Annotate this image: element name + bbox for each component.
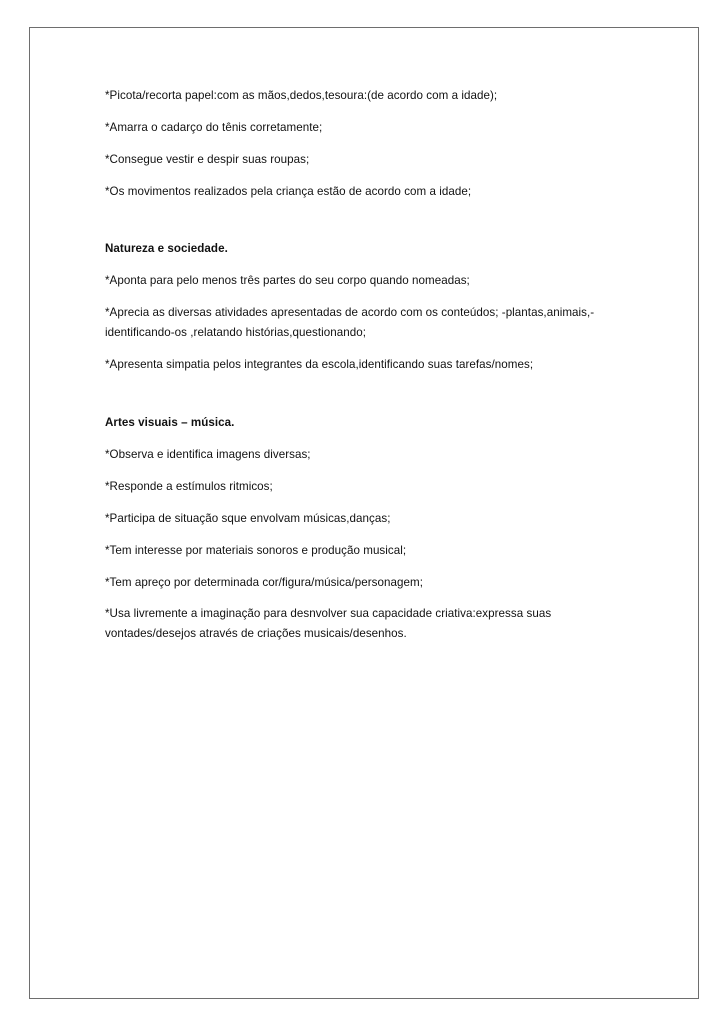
motor-item-1: *Picota/recorta papel:com as mãos,dedos,tesoura:(de acordo com a idade); (105, 89, 498, 102)
artes-item-6: *Usa livremente a imaginação para desnvolver sua capacidade criativa:expressa suas (105, 607, 552, 620)
artes-item-4: *Tem interesse por materiais sonoros e produção musical; (105, 544, 407, 557)
motor-item-3: *Consegue vestir e despir suas roupas; (105, 153, 310, 166)
artes-item-3: *Participa de situação sque envolvam músicas,danças; (105, 512, 391, 525)
artes-item-1: *Observa e identifica imagens diversas; (105, 448, 311, 461)
artes-item-6-cont: vontades/desejos através de criações musicais/desenhos. (105, 627, 407, 640)
natureza-item-1: *Aponta para pelo menos três partes do seu corpo quando nomeadas; (105, 274, 470, 287)
motor-item-2: *Amarra o cadarço do tênis corretamente; (105, 121, 323, 134)
natureza-item-2: *Aprecia as diversas atividades apresentadas de acordo com os conteúdos; -plantas,animais,- (105, 306, 595, 319)
artes-heading: Artes visuais – música. (105, 416, 235, 429)
artes-item-5: *Tem apreço por determinada cor/figura/música/personagem; (105, 576, 423, 589)
motor-item-4: *Os movimentos realizados pela criança estão de acordo com a idade; (105, 185, 472, 198)
natureza-item-2-cont: identificando-os ,relatando histórias,questionando; (105, 326, 367, 339)
natureza-item-3: *Apresenta simpatia pelos integrantes da escola,identificando suas tarefas/nomes; (105, 358, 534, 371)
artes-item-2: *Responde a estímulos ritmicos; (105, 480, 273, 493)
natureza-heading: Natureza e sociedade. (105, 242, 228, 255)
